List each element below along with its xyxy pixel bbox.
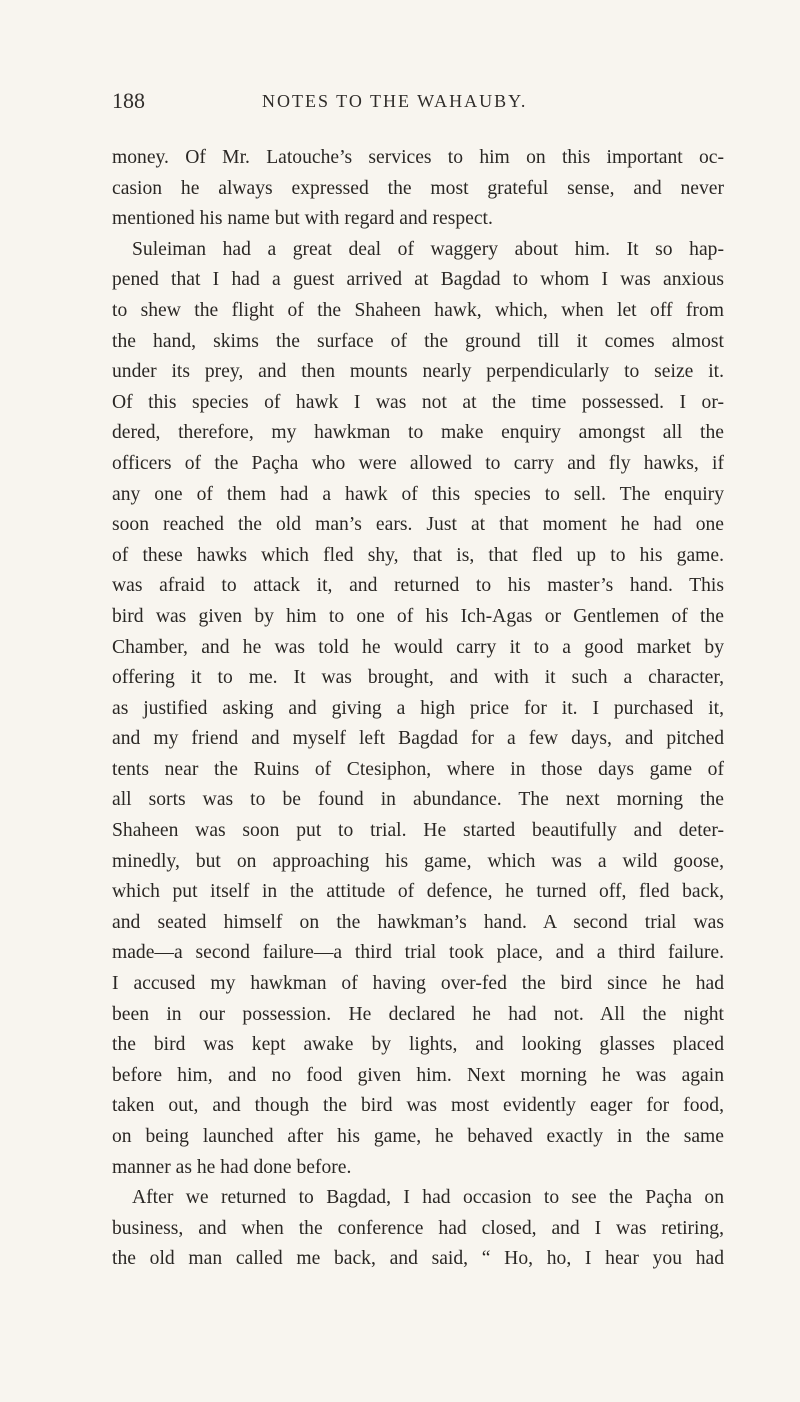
text-line: tents near the Ruins of Ctesiphon, where in those days game of <box>112 758 724 780</box>
running-title: NOTES TO THE WAHAUBY. <box>262 91 528 111</box>
page-number: 188 <box>112 88 145 113</box>
text-line: mentioned his name but with regard and respect. <box>112 208 493 230</box>
text-line: I accused my hawkman of having over-fed the bird since he had <box>112 973 724 995</box>
text-line: made—a second failure—a third trial took place, and a third failure. <box>112 942 724 964</box>
text-line: before him, and no food given him. Next morning he was again <box>112 1064 724 1086</box>
text-line: any one of them had a hawk of this species to sell. The enquiry <box>112 483 724 505</box>
text-line: as justified asking and giving a high price for it. I purchased it, <box>112 697 724 719</box>
text-line: Suleiman had a great deal of waggery about him. It so hap- <box>132 238 724 260</box>
text-line: bird was given by him to one of his Ich-Agas or Gentlemen of the <box>112 605 724 627</box>
text-line: been in our possession. He declared he had not. All the night <box>112 1003 724 1025</box>
text-line: manner as he had done before. <box>112 1156 352 1178</box>
text-line: the bird was kept awake by lights, and looking glasses placed <box>112 1034 724 1056</box>
text-line: officers of the Paçha who were allowed to carry and fly hawks, if <box>112 452 724 474</box>
text-line: offering it to me. It was brought, and with it such a character, <box>112 667 724 689</box>
text-line: casion he always expressed the most grateful sense, and never <box>112 177 724 199</box>
text-line: all sorts was to be found in abundance. The next morning the <box>112 789 724 811</box>
text-line: money. Of Mr. Latouche’s services to him on this important oc- <box>112 147 724 168</box>
text-line: soon reached the old man’s ears. Just at that moment he had one <box>112 514 724 536</box>
text-line: to shew the flight of the Shaheen hawk, which, when let off from <box>112 299 724 321</box>
text-line: was afraid to attack it, and returned to his master’s hand. This <box>112 575 724 597</box>
text-line: minedly, but on approaching his game, which was a wild goose, <box>112 850 724 872</box>
text-line: After we returned to Bagdad, I had occasion to see the Paçha on <box>132 1187 724 1209</box>
text-line: the old man called me back, and said, “ Ho, ho, I hear you had <box>112 1248 724 1270</box>
body-text <box>112 143 724 1275</box>
text-line: dered, therefore, my hawkman to make enquiry amongst all the <box>112 422 724 444</box>
text-line: under its prey, and then mounts nearly perpendicularly to seize it. <box>112 361 724 383</box>
text-line: which put itself in the attitude of defence, he turned off, fled back, <box>112 881 724 903</box>
text-line: Chamber, and he was told he would carry it to a good market by <box>112 636 724 658</box>
text-line: and seated himself on the hawkman’s hand. A second trial was <box>112 911 724 933</box>
text-line: Shaheen was soon put to trial. He started beautifully and deter- <box>112 820 724 842</box>
text-line: and my friend and myself left Bagdad for a few days, and pitched <box>112 728 724 750</box>
text-line: pened that I had a guest arrived at Bagdad to whom I was anxious <box>112 269 724 291</box>
text-line: on being launched after his game, he behaved exactly in the same <box>112 1126 724 1147</box>
text-line: of these hawks which fled shy, that is, that fled up to his game. <box>112 544 724 566</box>
text-line: the hand, skims the surface of the ground till it comes almost <box>112 330 724 352</box>
text-line: taken out, and though the bird was most evidently eager for food, <box>112 1095 724 1117</box>
text-line: business, and when the conference had closed, and I was retiring, <box>112 1217 724 1239</box>
text-line: Of this species of hawk I was not at the time possessed. I or- <box>112 391 724 413</box>
page-header <box>112 88 722 128</box>
